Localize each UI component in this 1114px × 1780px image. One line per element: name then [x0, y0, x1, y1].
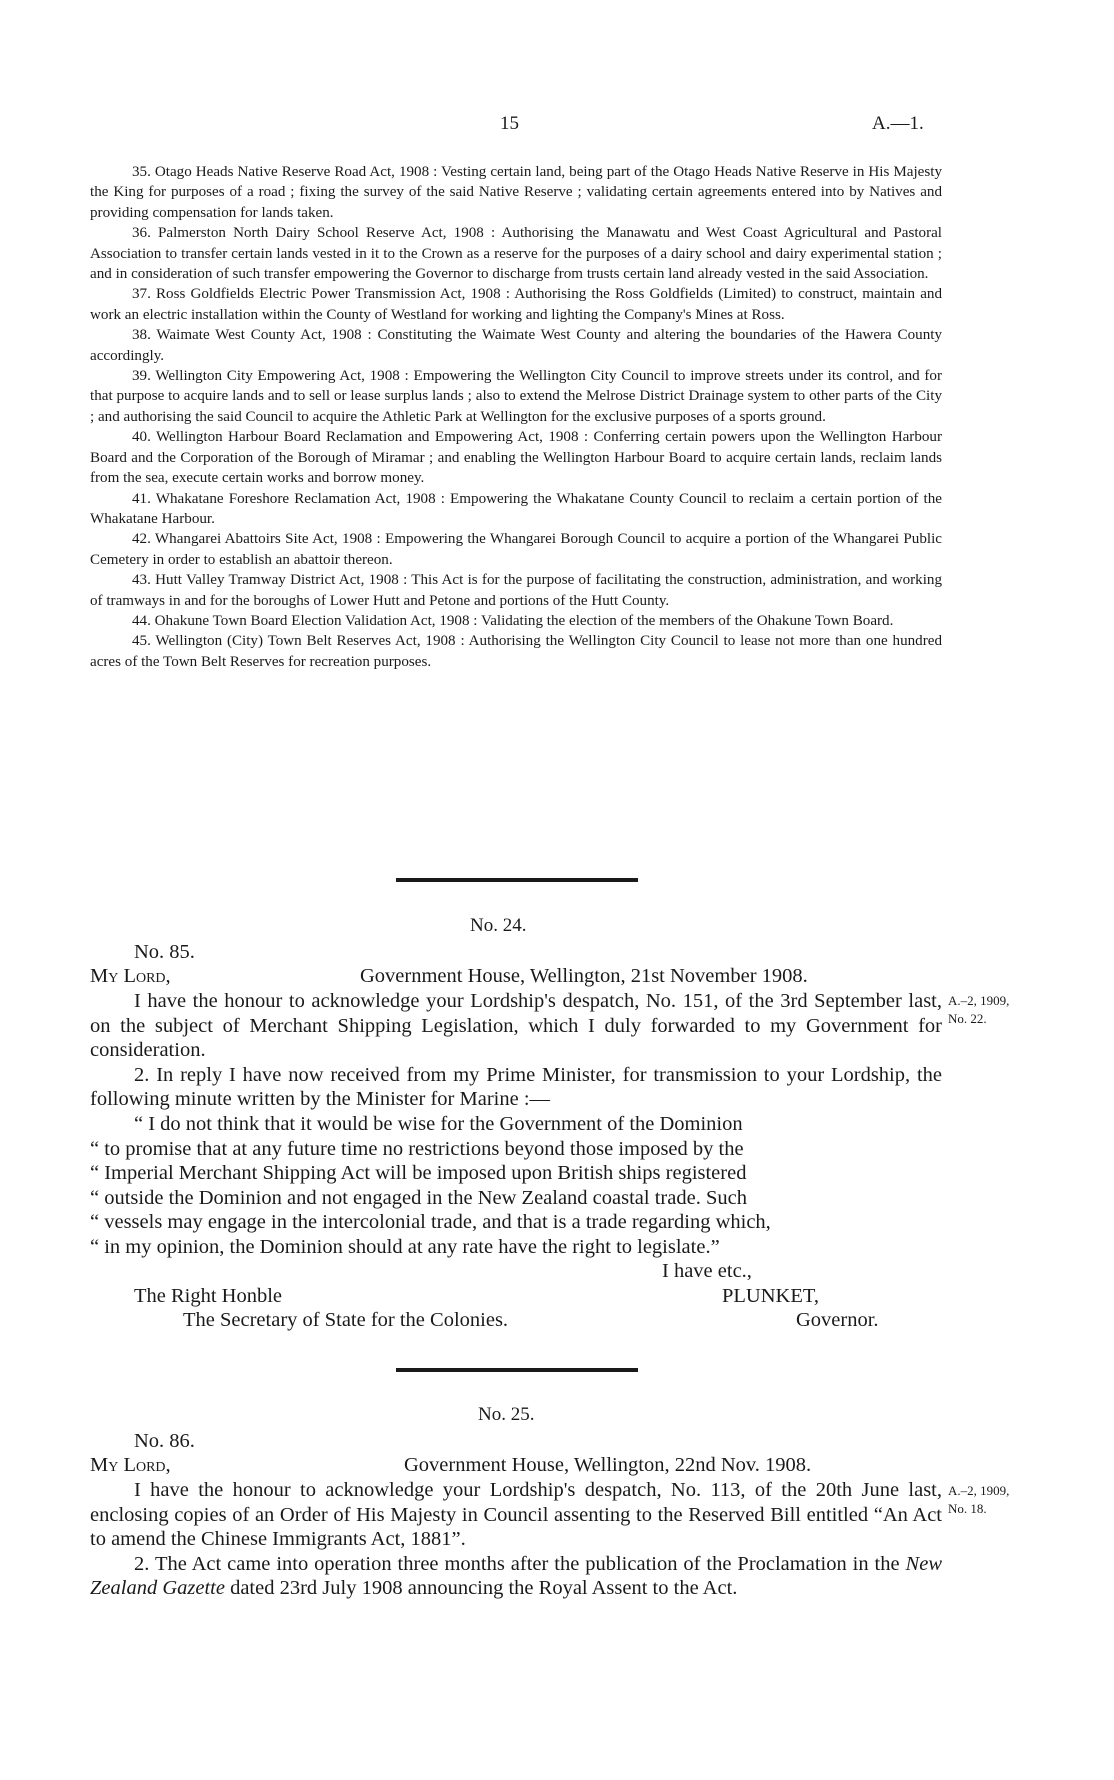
- letter-paragraph: 2. In reply I have now received from my Prime Minister, for transmission to your Lordship, the following minute written by the Minister for Marine :—: [90, 1063, 942, 1111]
- margin-reference-line: A.–2, 1909,: [948, 993, 1010, 1008]
- addressee: The Secretary of State for the Colonies.: [183, 1309, 509, 1331]
- letter-body: [90, 989, 942, 1260]
- margin-reference-line: No. 18.: [948, 1501, 987, 1516]
- quoted-minute-line: “ outside the Dominion and not engaged in the New Zealand coastal trade. Such: [90, 1186, 747, 1209]
- acts-list: [90, 162, 942, 672]
- quoted-minute-line: “ in my opinion, the Dominion should at any rate have the right to legislate.”: [90, 1235, 720, 1258]
- page-reference: A.—1.: [872, 113, 924, 134]
- margin-reference: [948, 992, 1009, 1028]
- section-divider: [396, 1368, 638, 1372]
- act-item: 45. Wellington (City) Town Belt Reserves Act, 1908 : Authorising the Wellington City Council to lease not more than one hundred acres of the Town Belt Reserves for recreation purposes.: [90, 633, 942, 670]
- place-date: Government House, Wellington, 21st November 1908.: [360, 965, 808, 987]
- despatch-number: No. 86.: [134, 1430, 195, 1452]
- document-heading: No. 25.: [478, 1404, 535, 1425]
- addressee: The Right Honble: [134, 1285, 283, 1307]
- paragraph-text: 2. The Act came into operation three months after the publication of the Proclamation in the: [134, 1552, 900, 1575]
- despatch-number: No. 85.: [134, 941, 195, 963]
- document-heading: No. 24.: [470, 915, 527, 936]
- letter-body: [90, 1478, 942, 1601]
- publication-title: New Zealand Gazette: [90, 1552, 942, 1600]
- margin-reference: [948, 1482, 1009, 1518]
- quoted-minute-line: “ vessels may engage in the intercolonial trade, and that is a trade regarding which,: [90, 1211, 771, 1234]
- page-number: 15: [500, 113, 519, 134]
- signature: PLUNKET,: [722, 1285, 819, 1307]
- letter-paragraph: I have the honour to acknowledge your Lordship's despatch, No. 113, of the 20th June last, enclosing copies of an Order of His Majesty in Council assenting to the Reserved Bill entitled “An Act to amend the Chinese Immigrants Act, 1881”.: [90, 1479, 942, 1551]
- quoted-minute-line: “ I do not think that it would be wise for the Government of the Dominion: [134, 1112, 743, 1135]
- act-item: 37. Ross Goldfields Electric Power Transmission Act, 1908 : Authorising the Ross Goldfields (Limited) to construct, maintain and work an electric installation within the County of Westland for working and lighting the Company's Mines at Ross.: [90, 286, 942, 323]
- letter-paragraph: [90, 1552, 942, 1601]
- margin-reference-line: No. 22.: [948, 1011, 987, 1026]
- act-item: 41. Whakatane Foreshore Reclamation Act, 1908 : Empowering the Whakatane County Council to reclaim a certain portion of the Whakatane Harbour.: [90, 490, 942, 527]
- section-divider: [396, 878, 638, 882]
- paragraph-text: dated 23rd July 1908 announcing the Royal Assent to the Act.: [230, 1577, 738, 1600]
- signature-title: Governor.: [796, 1309, 879, 1331]
- act-item: 39. Wellington City Empowering Act, 1908 : Empowering the Wellington City Council to improve streets under its control, and for that purpose to acquire lands and to sell or lease surplus lands ; also to extend the Melrose District Drainage system to other parts of the City ; and authorising the said Council to acquire the Athletic Park at Wellington for the exclusive purposes of a sports ground.: [90, 368, 942, 425]
- quoted-minute-line: “ Imperial Merchant Shipping Act will be imposed upon British ships registered: [90, 1162, 747, 1185]
- act-item: 42. Whangarei Abattoirs Site Act, 1908 : Empowering the Whangarei Borough Council to acquire a portion of the Whangarei Public Cemetery in order to establish an abattoir thereon.: [90, 531, 942, 568]
- act-item: 38. Waimate West County Act, 1908 : Constituting the Waimate West County and altering the boundaries of the Hawera County accordingly.: [90, 327, 942, 364]
- act-item: 44. Ohakune Town Board Election Validation Act, 1908 : Validating the election of the members of the Ohakune Town Board.: [132, 612, 894, 629]
- act-item: 35. Otago Heads Native Reserve Road Act, 1908 : Vesting certain land, being part of the Otago Heads Native Reserve in His Majesty the King for purposes of a road ; fixing the survey of the said Native Reserve ; validating certain agreements entered into by Natives and providing compensation for lands taken.: [90, 164, 942, 221]
- act-item: 40. Wellington Harbour Board Reclamation and Empowering Act, 1908 : Conferring certain powers upon the Wellington Harbour Board and the Corporation of the Borough of Miramar ; and enabling the Wellington Harbour Board to acquire certain lands, reclaim lands from the sea, execute certain works and borrow money.: [90, 429, 942, 487]
- act-item: 43. Hutt Valley Tramway District Act, 1908 : This Act is for the purpose of facilitating the construction, administration, and working of tramways in and for the boroughs of Lower Hutt and Petone and portions of the Hutt County.: [90, 572, 942, 609]
- closing: I have etc.,: [662, 1260, 752, 1282]
- place-date: Government House, Wellington, 22nd Nov. 1908.: [404, 1454, 812, 1476]
- act-item: 36. Palmerston North Dairy School Reserve Act, 1908 : Authorising the Manawatu and West Coast Agricultural and Pastoral Association to transfer certain lands vested in it to the Crown as a reserve for the purposes of a dairy school and dairy experimental station ; and in consideration of such transfer empowering the Governor to discharge from trusts certain land already vested in the said Association.: [90, 225, 942, 283]
- salutation: My Lord,: [90, 1454, 171, 1476]
- quoted-minute-line: “ to promise that at any future time no restrictions beyond those imposed by the: [90, 1137, 744, 1160]
- salutation: My Lord,: [90, 965, 171, 987]
- letter-paragraph: I have the honour to acknowledge your Lordship's despatch, No. 151, of the 3rd September last, on the subject of Merchant Shipping Legislation, which I duly forwarded to my Government for consideration.: [90, 990, 942, 1062]
- margin-reference-line: A.–2, 1909,: [948, 1483, 1010, 1498]
